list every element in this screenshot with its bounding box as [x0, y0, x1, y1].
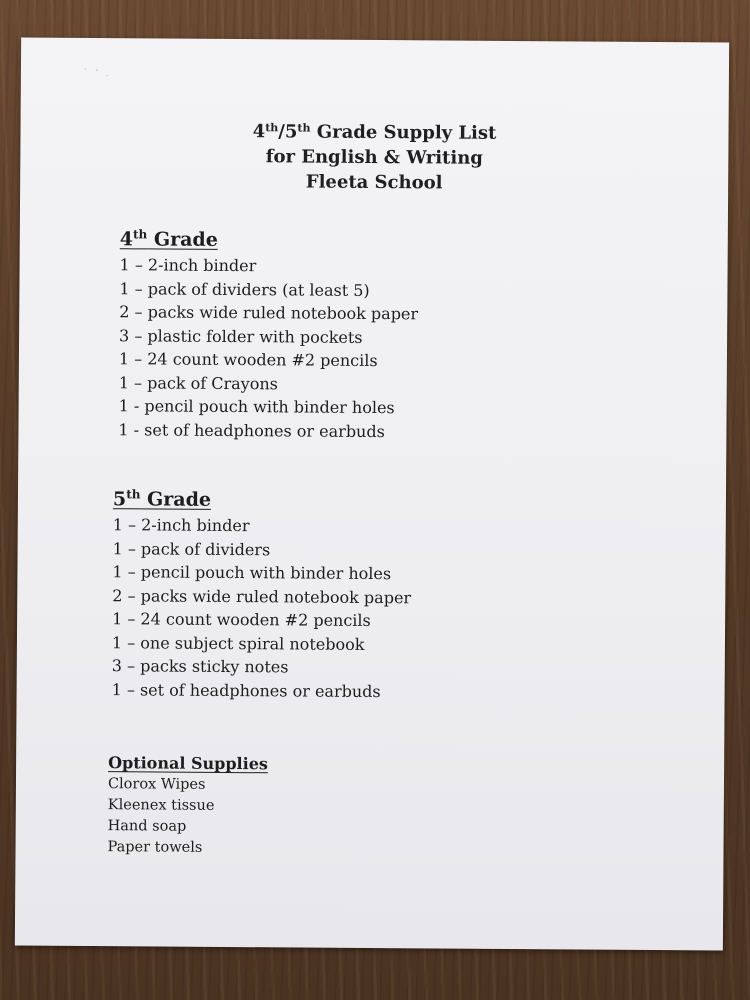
list-item: 1 – 2-inch binder [112, 515, 250, 536]
document-header [20, 118, 729, 198]
fourth-grade-section [118, 228, 418, 443]
list-item: Kleenex tissue [107, 797, 215, 814]
list-item: 1 – set of headphones or earbuds [111, 679, 381, 701]
list-item: 2 – packs wide ruled notebook paper [119, 302, 419, 324]
fifth-grade-title-rest: Grade [140, 488, 212, 511]
list-item: 3 – packs sticky notes [111, 656, 289, 677]
list-item: 1 – pack of Crayons [118, 372, 278, 393]
header-grade-a-suffix: th [265, 121, 279, 135]
list-item: Paper towels [107, 839, 203, 856]
fourth-grade-title-num: 4 [119, 228, 134, 251]
header-grade-b-suffix: th [297, 121, 311, 135]
fifth-grade-section [112, 488, 412, 703]
optional-supplies-list [107, 774, 267, 859]
fourth-grade-title-suffix: th [132, 227, 148, 242]
fifth-grade-list [112, 513, 412, 703]
list-item: 1 – 24 count wooden #2 pencils [118, 349, 378, 371]
fourth-grade-list [118, 253, 418, 443]
fifth-grade-title-suffix: th [126, 487, 141, 502]
list-item: 1 – pencil pouch with binder holes [112, 562, 392, 584]
list-item: 1 - set of headphones or earbuds [118, 419, 385, 441]
list-item: 1 – pack of dividers [112, 538, 271, 559]
header-line-3: Fleeta School [305, 171, 443, 194]
supply-list-paper [15, 38, 729, 951]
paper-smudge: ˙ ‘ . [82, 67, 111, 80]
optional-supplies-section [107, 753, 268, 859]
header-title-rest: Grade Supply List [310, 121, 497, 144]
header-line-2: for English & Writing [265, 146, 483, 169]
list-item: 1 – 2-inch binder [119, 255, 257, 276]
list-item: 1 – 24 count wooden #2 pencils [112, 609, 371, 630]
header-separator: / [278, 121, 285, 143]
list-item: 3 – plastic folder with pockets [119, 325, 363, 347]
fourth-grade-title [120, 228, 419, 252]
fourth-grade-title-rest: Grade [147, 228, 218, 251]
header-grade-a: 4 [252, 121, 266, 143]
optional-supplies-title: Optional Supplies [108, 753, 269, 774]
list-item: 1 - pencil pouch with binder holes [118, 396, 395, 418]
header-grade-b: 5 [284, 121, 298, 143]
list-item: 2 – packs wide ruled notebook paper [112, 585, 412, 607]
list-item: Hand soap [107, 818, 187, 835]
fifth-grade-title-num: 5 [112, 488, 127, 511]
fifth-grade-title [113, 488, 412, 512]
list-item: Clorox Wipes [107, 776, 206, 793]
list-item: 1 – pack of dividers (at least 5) [119, 278, 370, 300]
list-item: 1 – one subject spiral notebook [111, 632, 365, 654]
